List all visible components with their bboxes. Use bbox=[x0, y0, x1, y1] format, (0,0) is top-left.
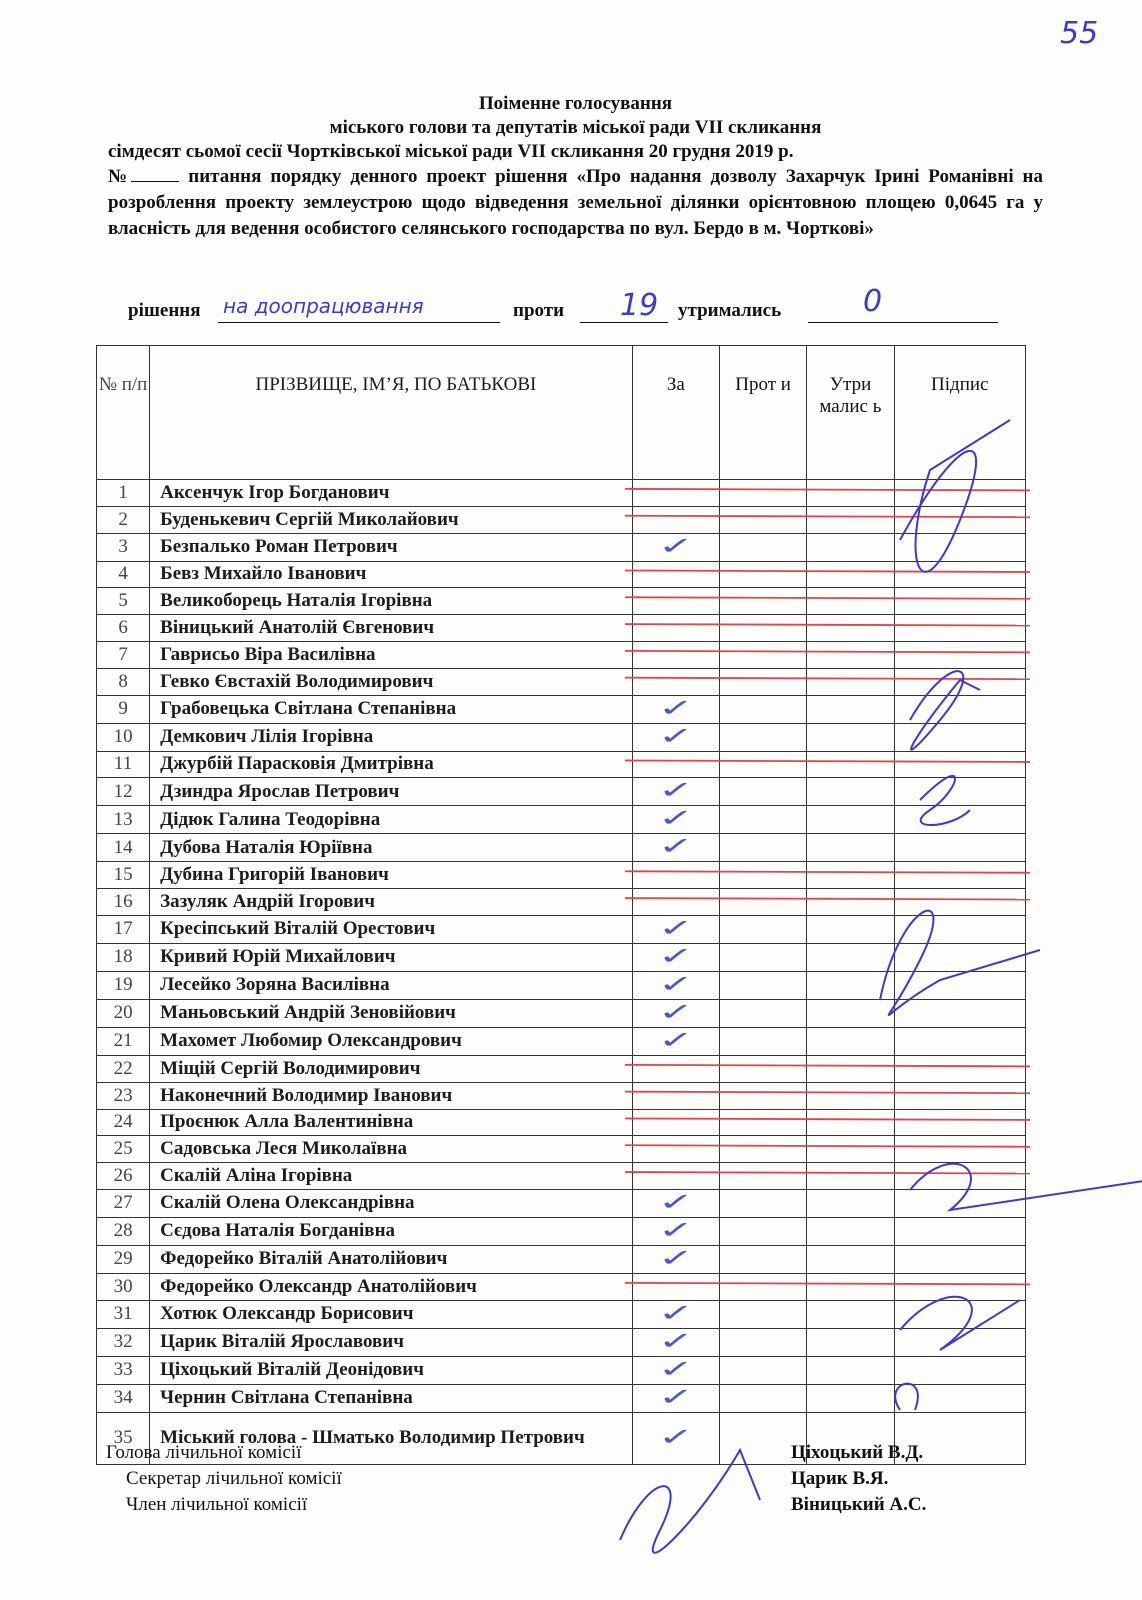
row-vote-abstain bbox=[807, 1245, 894, 1273]
commission-secretary-label: Секретар лічильної комісії bbox=[126, 1468, 342, 1489]
row-name: Ціхоцький Віталій Деонідович bbox=[150, 1356, 633, 1384]
row-vote-abstain bbox=[807, 915, 894, 943]
row-vote-for bbox=[632, 915, 719, 943]
row-vote-abstain bbox=[807, 695, 894, 723]
row-signature bbox=[894, 1027, 1025, 1055]
checkmark-icon: ✓ bbox=[657, 1326, 694, 1355]
row-vote-against bbox=[719, 1109, 806, 1136]
row-number: 8 bbox=[97, 668, 150, 695]
row-name: Віницький Анатолій Євгенович bbox=[150, 615, 633, 642]
row-vote-against bbox=[719, 778, 806, 806]
table-row bbox=[97, 1109, 1026, 1136]
header-name: ПРІЗВИЩЕ, ІМ’Я, ПО БАТЬКОВІ bbox=[150, 346, 633, 480]
row-vote-against bbox=[719, 506, 806, 533]
row-number: 25 bbox=[97, 1136, 150, 1163]
row-signature bbox=[894, 778, 1025, 806]
checkmark-icon: ✓ bbox=[657, 997, 694, 1026]
row-signature bbox=[894, 834, 1025, 862]
row-name: Демкович Лілія Ігорівна bbox=[150, 723, 633, 751]
checkmark-icon: ✓ bbox=[657, 1382, 694, 1411]
row-signature bbox=[894, 971, 1025, 999]
row-vote-abstain bbox=[807, 1163, 894, 1190]
row-name: Джурбій Парасковія Дмитрівна bbox=[150, 751, 633, 778]
row-vote-for bbox=[632, 1136, 719, 1163]
row-vote-for bbox=[632, 889, 719, 916]
row-number: 17 bbox=[97, 915, 150, 943]
checkmark-icon: ✓ bbox=[657, 1354, 694, 1383]
checkmark-icon: ✓ bbox=[657, 531, 694, 560]
row-vote-for bbox=[632, 695, 719, 723]
row-signature bbox=[894, 806, 1025, 834]
row-name: Федорейко Олександр Анатолійович bbox=[150, 1273, 633, 1300]
row-vote-against bbox=[719, 1189, 806, 1217]
row-vote-for bbox=[632, 615, 719, 642]
row-signature bbox=[894, 723, 1025, 751]
row-vote-abstain bbox=[807, 1217, 894, 1245]
row-name: Міщій Сергій Володимирович bbox=[150, 1055, 633, 1082]
row-vote-against bbox=[719, 943, 806, 971]
row-signature bbox=[894, 1163, 1025, 1190]
row-signature bbox=[894, 1217, 1025, 1245]
row-number: 30 bbox=[97, 1273, 150, 1300]
commission-member-name: Віницький А.С. bbox=[791, 1494, 927, 1515]
row-vote-against bbox=[719, 834, 806, 862]
checkmark-icon: ✓ bbox=[657, 1298, 694, 1327]
decision-underline bbox=[218, 322, 500, 323]
row-vote-abstain bbox=[807, 943, 894, 971]
row-signature bbox=[894, 641, 1025, 668]
row-vote-abstain bbox=[807, 889, 894, 916]
row-signature bbox=[894, 1055, 1025, 1082]
row-signature bbox=[894, 999, 1025, 1027]
row-name: Гаврисьо Віра Василівна bbox=[150, 641, 633, 668]
row-number: 5 bbox=[97, 588, 150, 615]
header-abstain: Утри малис ь bbox=[807, 346, 894, 480]
row-vote-abstain bbox=[807, 1027, 894, 1055]
row-name: Великоборець Наталія Ігорівна bbox=[150, 588, 633, 615]
row-name: Дідюк Галина Теодорівна bbox=[150, 806, 633, 834]
decision-row bbox=[128, 284, 1028, 326]
table-row bbox=[97, 641, 1026, 668]
row-signature bbox=[894, 943, 1025, 971]
row-vote-for bbox=[632, 999, 719, 1027]
row-signature bbox=[894, 915, 1025, 943]
commission-secretary-name: Царик В.Я. bbox=[791, 1468, 889, 1489]
row-vote-against bbox=[719, 862, 806, 889]
row-number: 24 bbox=[97, 1109, 150, 1136]
checkmark-icon: ✓ bbox=[657, 804, 694, 833]
table-header-row bbox=[97, 346, 1026, 480]
row-vote-against bbox=[719, 533, 806, 561]
row-signature bbox=[894, 1082, 1025, 1109]
abstain-label: утримались bbox=[678, 300, 782, 321]
row-vote-for bbox=[632, 561, 719, 588]
vote-table bbox=[96, 345, 1026, 1465]
table-row bbox=[97, 668, 1026, 695]
row-name: Маньовський Андрій Зеновійович bbox=[150, 999, 633, 1027]
commission-head-name: Ціхоцький В.Д. bbox=[791, 1442, 924, 1463]
row-vote-abstain bbox=[807, 615, 894, 642]
table-row bbox=[97, 533, 1026, 561]
row-vote-abstain bbox=[807, 1384, 894, 1412]
row-vote-abstain bbox=[807, 533, 894, 561]
row-name: Федорейко Віталій Анатолійович bbox=[150, 1245, 633, 1273]
row-vote-against bbox=[719, 1027, 806, 1055]
row-vote-abstain bbox=[807, 971, 894, 999]
row-vote-abstain bbox=[807, 862, 894, 889]
row-number: 15 bbox=[97, 862, 150, 889]
row-number: 14 bbox=[97, 834, 150, 862]
row-name: Безпалько Роман Петрович bbox=[150, 533, 633, 561]
row-vote-abstain bbox=[807, 1356, 894, 1384]
table-row bbox=[97, 588, 1026, 615]
row-signature bbox=[894, 889, 1025, 916]
row-vote-for bbox=[632, 1109, 719, 1136]
row-number: 12 bbox=[97, 778, 150, 806]
row-signature bbox=[894, 751, 1025, 778]
row-vote-for bbox=[632, 778, 719, 806]
row-vote-for bbox=[632, 1055, 719, 1082]
checkmark-icon: ✓ bbox=[657, 693, 694, 722]
row-name: Грабовецька Світлана Степанівна bbox=[150, 695, 633, 723]
row-vote-for bbox=[632, 751, 719, 778]
row-vote-abstain bbox=[807, 834, 894, 862]
against-label: проти bbox=[513, 300, 565, 321]
row-name: Гевко Євстахій Володимирович bbox=[150, 668, 633, 695]
checkmark-icon: ✓ bbox=[657, 1187, 694, 1216]
row-signature bbox=[894, 668, 1025, 695]
table-row bbox=[97, 480, 1026, 507]
row-vote-against bbox=[719, 1300, 806, 1328]
row-vote-for bbox=[632, 806, 719, 834]
row-name: Буденькевич Сергій Миколайович bbox=[150, 506, 633, 533]
row-name: Скалій Аліна Ігорівна bbox=[150, 1163, 633, 1190]
question-text: питання порядку денного проект рішення «Про надання дозволу Захарчук Ірині Романівні на розроблення проекту землеустрою щодо відведення земельної ділянки орієнтовною площею 0,0645 га у власність для ведення особистого селянського господарства по вул. Бердо в м. Чорткові» bbox=[108, 166, 1044, 239]
row-vote-against bbox=[719, 615, 806, 642]
row-name: Царик Віталій Ярославович bbox=[150, 1328, 633, 1356]
table-row bbox=[97, 615, 1026, 642]
row-number: 4 bbox=[97, 561, 150, 588]
row-number: 21 bbox=[97, 1027, 150, 1055]
row-vote-for bbox=[632, 1245, 719, 1273]
row-name: Дубина Григорій Іванович bbox=[150, 862, 633, 889]
row-vote-for bbox=[632, 723, 719, 751]
row-vote-for bbox=[632, 588, 719, 615]
question-paragraph bbox=[108, 164, 1043, 242]
row-number: 2 bbox=[97, 506, 150, 533]
row-vote-against bbox=[719, 561, 806, 588]
table-row bbox=[97, 1082, 1026, 1109]
row-vote-abstain bbox=[807, 806, 894, 834]
decision-label: рішення bbox=[128, 300, 201, 321]
row-signature bbox=[894, 533, 1025, 561]
row-number: 9 bbox=[97, 695, 150, 723]
row-name: Бевз Михайло Іванович bbox=[150, 561, 633, 588]
row-number: 27 bbox=[97, 1189, 150, 1217]
row-name: Скалій Олена Олександрівна bbox=[150, 1189, 633, 1217]
checkmark-icon: ✓ bbox=[657, 941, 694, 970]
row-signature bbox=[894, 1384, 1025, 1412]
row-vote-abstain bbox=[807, 723, 894, 751]
row-signature bbox=[894, 695, 1025, 723]
row-vote-for bbox=[632, 641, 719, 668]
row-signature bbox=[894, 1245, 1025, 1273]
row-vote-abstain bbox=[807, 561, 894, 588]
row-number: 29 bbox=[97, 1245, 150, 1273]
row-signature bbox=[894, 1109, 1025, 1136]
document-subtitle: міського голови та депутатів міської ради VII скликання bbox=[329, 117, 822, 138]
number-prefix: № bbox=[108, 166, 132, 187]
row-number: 10 bbox=[97, 723, 150, 751]
row-number: 23 bbox=[97, 1082, 150, 1109]
abstain-value: 0 bbox=[863, 284, 883, 319]
row-name: Кривий Юрій Михайлович bbox=[150, 943, 633, 971]
table-row bbox=[97, 506, 1026, 533]
number-blank bbox=[131, 165, 179, 182]
row-number: 32 bbox=[97, 1328, 150, 1356]
header-for: За bbox=[632, 346, 719, 480]
checkmark-icon: ✓ bbox=[657, 721, 694, 750]
row-signature bbox=[894, 1328, 1025, 1356]
row-vote-for bbox=[632, 834, 719, 862]
row-number: 35 bbox=[97, 1412, 150, 1464]
row-number: 28 bbox=[97, 1217, 150, 1245]
row-vote-against bbox=[719, 1328, 806, 1356]
row-number: 11 bbox=[97, 751, 150, 778]
checkmark-icon: ✓ bbox=[657, 1215, 694, 1244]
row-vote-abstain bbox=[807, 588, 894, 615]
row-number: 20 bbox=[97, 999, 150, 1027]
header-signature: Підпис bbox=[894, 346, 1025, 480]
row-number: 26 bbox=[97, 1163, 150, 1190]
row-number: 13 bbox=[97, 806, 150, 834]
row-vote-abstain bbox=[807, 1273, 894, 1300]
row-vote-for bbox=[632, 1384, 719, 1412]
row-signature bbox=[894, 1189, 1025, 1217]
row-vote-against bbox=[719, 999, 806, 1027]
row-vote-abstain bbox=[807, 1189, 894, 1217]
table-row bbox=[97, 723, 1026, 751]
row-name: Дзиндра Ярослав Петрович bbox=[150, 778, 633, 806]
session-line: сімдесят сьомої сесії Чортківської міської ради VII скликання 20 грудня 2019 р. bbox=[108, 141, 794, 162]
row-vote-against bbox=[719, 1356, 806, 1384]
table-row bbox=[97, 1245, 1026, 1273]
table-row bbox=[97, 695, 1026, 723]
row-vote-against bbox=[719, 915, 806, 943]
decision-value: на доопрацювання bbox=[223, 294, 424, 318]
row-vote-for bbox=[632, 1328, 719, 1356]
row-vote-against bbox=[719, 480, 806, 507]
checkmark-icon: ✓ bbox=[657, 1422, 694, 1451]
row-number: 16 bbox=[97, 889, 150, 916]
table-row bbox=[97, 751, 1026, 778]
row-vote-abstain bbox=[807, 641, 894, 668]
row-vote-abstain bbox=[807, 506, 894, 533]
row-name: Хотюк Олександр Борисович bbox=[150, 1300, 633, 1328]
row-vote-for bbox=[632, 506, 719, 533]
vote-rows bbox=[97, 480, 1026, 1465]
row-vote-for bbox=[632, 943, 719, 971]
row-vote-against bbox=[719, 1163, 806, 1190]
row-vote-against bbox=[719, 641, 806, 668]
row-number: 22 bbox=[97, 1055, 150, 1082]
row-vote-for bbox=[632, 533, 719, 561]
row-vote-against bbox=[719, 1055, 806, 1082]
table-row bbox=[97, 561, 1026, 588]
checkmark-icon: ✓ bbox=[657, 776, 694, 805]
signature-scribble bbox=[620, 1450, 760, 1553]
row-number: 19 bbox=[97, 971, 150, 999]
row-vote-abstain bbox=[807, 1055, 894, 1082]
table-row bbox=[97, 1384, 1026, 1412]
table-row bbox=[97, 1055, 1026, 1082]
row-number: 7 bbox=[97, 641, 150, 668]
header-against: Прот и bbox=[719, 346, 806, 480]
row-number: 34 bbox=[97, 1384, 150, 1412]
row-signature bbox=[894, 561, 1025, 588]
document-title: Поіменне голосування bbox=[478, 93, 673, 114]
row-name: Проєнюк Алла Валентинівна bbox=[150, 1109, 633, 1136]
row-vote-abstain bbox=[807, 668, 894, 695]
table-row bbox=[97, 915, 1026, 943]
row-vote-against bbox=[719, 806, 806, 834]
checkmark-icon: ✓ bbox=[657, 1243, 694, 1272]
table-row bbox=[97, 778, 1026, 806]
row-vote-against bbox=[719, 668, 806, 695]
checkmark-icon: ✓ bbox=[657, 969, 694, 998]
row-number: 6 bbox=[97, 615, 150, 642]
row-vote-against bbox=[719, 751, 806, 778]
row-vote-abstain bbox=[807, 1136, 894, 1163]
row-name: Садовська Леся Миколаївна bbox=[150, 1136, 633, 1163]
row-name: Кресіпський Віталій Орестович bbox=[150, 915, 633, 943]
table-row bbox=[97, 834, 1026, 862]
row-vote-for bbox=[632, 480, 719, 507]
row-vote-against bbox=[719, 695, 806, 723]
row-vote-for bbox=[632, 1412, 719, 1464]
row-number: 1 bbox=[97, 480, 150, 507]
table-row bbox=[97, 943, 1026, 971]
row-vote-against bbox=[719, 889, 806, 916]
row-vote-abstain bbox=[807, 1300, 894, 1328]
row-vote-abstain bbox=[807, 778, 894, 806]
row-vote-against bbox=[719, 971, 806, 999]
table-row bbox=[97, 1273, 1026, 1300]
document-header bbox=[108, 92, 1043, 242]
row-vote-for bbox=[632, 1217, 719, 1245]
row-vote-against bbox=[719, 1217, 806, 1245]
row-vote-for bbox=[632, 1273, 719, 1300]
row-signature bbox=[894, 588, 1025, 615]
row-name: Лесейко Зоряна Василівна bbox=[150, 971, 633, 999]
table-row bbox=[97, 1189, 1026, 1217]
against-value: 19 bbox=[620, 288, 659, 323]
row-number: 3 bbox=[97, 533, 150, 561]
row-number: 18 bbox=[97, 943, 150, 971]
row-vote-for bbox=[632, 1163, 719, 1190]
row-name: Наконечний Володимир Іванович bbox=[150, 1082, 633, 1109]
row-signature bbox=[894, 615, 1025, 642]
row-vote-abstain bbox=[807, 751, 894, 778]
table-row bbox=[97, 1136, 1026, 1163]
page-number: 55 bbox=[1060, 16, 1099, 51]
row-signature bbox=[894, 1356, 1025, 1384]
row-signature bbox=[894, 480, 1025, 507]
row-vote-against bbox=[719, 1136, 806, 1163]
row-signature bbox=[894, 862, 1025, 889]
row-name: Міський голова - Шматько Володимир Петрович bbox=[150, 1412, 633, 1464]
row-number: 33 bbox=[97, 1356, 150, 1384]
row-signature bbox=[894, 1136, 1025, 1163]
row-vote-abstain bbox=[807, 1109, 894, 1136]
row-vote-for bbox=[632, 1356, 719, 1384]
table-row bbox=[97, 1328, 1026, 1356]
row-name: Аксенчук Ігор Богданович bbox=[150, 480, 633, 507]
row-signature bbox=[894, 506, 1025, 533]
row-vote-against bbox=[719, 1384, 806, 1412]
table-row bbox=[97, 999, 1026, 1027]
row-vote-for bbox=[632, 971, 719, 999]
table-row bbox=[97, 862, 1026, 889]
table-row bbox=[97, 806, 1026, 834]
row-vote-for bbox=[632, 668, 719, 695]
against-underline bbox=[580, 322, 668, 323]
row-vote-abstain bbox=[807, 480, 894, 507]
row-name: Махомет Любомир Олександрович bbox=[150, 1027, 633, 1055]
commission-head-label: Голова лічильної комісії bbox=[106, 1442, 302, 1463]
row-name: Зазуляк Андрій Ігорович bbox=[150, 889, 633, 916]
row-vote-against bbox=[719, 723, 806, 751]
row-vote-abstain bbox=[807, 1082, 894, 1109]
row-vote-for bbox=[632, 862, 719, 889]
row-name: Сєдова Наталія Богданівна bbox=[150, 1217, 633, 1245]
row-vote-abstain bbox=[807, 999, 894, 1027]
row-signature bbox=[894, 1300, 1025, 1328]
row-vote-against bbox=[719, 1245, 806, 1273]
checkmark-icon: ✓ bbox=[657, 913, 694, 942]
row-number: 31 bbox=[97, 1300, 150, 1328]
row-vote-for bbox=[632, 1189, 719, 1217]
table-row bbox=[97, 971, 1026, 999]
table-row bbox=[97, 1356, 1026, 1384]
table-row bbox=[97, 1300, 1026, 1328]
row-vote-against bbox=[719, 588, 806, 615]
table-row bbox=[97, 1163, 1026, 1190]
row-vote-for bbox=[632, 1300, 719, 1328]
row-name: Дубова Наталія Юріївна bbox=[150, 834, 633, 862]
table-row bbox=[97, 1027, 1026, 1055]
table-row bbox=[97, 1217, 1026, 1245]
row-vote-against bbox=[719, 1082, 806, 1109]
commission-member-label: Член лічильної комісії bbox=[126, 1494, 308, 1515]
checkmark-icon: ✓ bbox=[657, 832, 694, 861]
row-vote-for bbox=[632, 1027, 719, 1055]
row-name: Чернин Світлана Степанівна bbox=[150, 1384, 633, 1412]
row-vote-for bbox=[632, 1082, 719, 1109]
row-signature bbox=[894, 1273, 1025, 1300]
header-number: № п/п bbox=[97, 346, 150, 480]
abstain-underline bbox=[808, 322, 998, 323]
row-vote-against bbox=[719, 1273, 806, 1300]
checkmark-icon: ✓ bbox=[657, 1025, 694, 1054]
table-row bbox=[97, 889, 1026, 916]
row-vote-abstain bbox=[807, 1328, 894, 1356]
